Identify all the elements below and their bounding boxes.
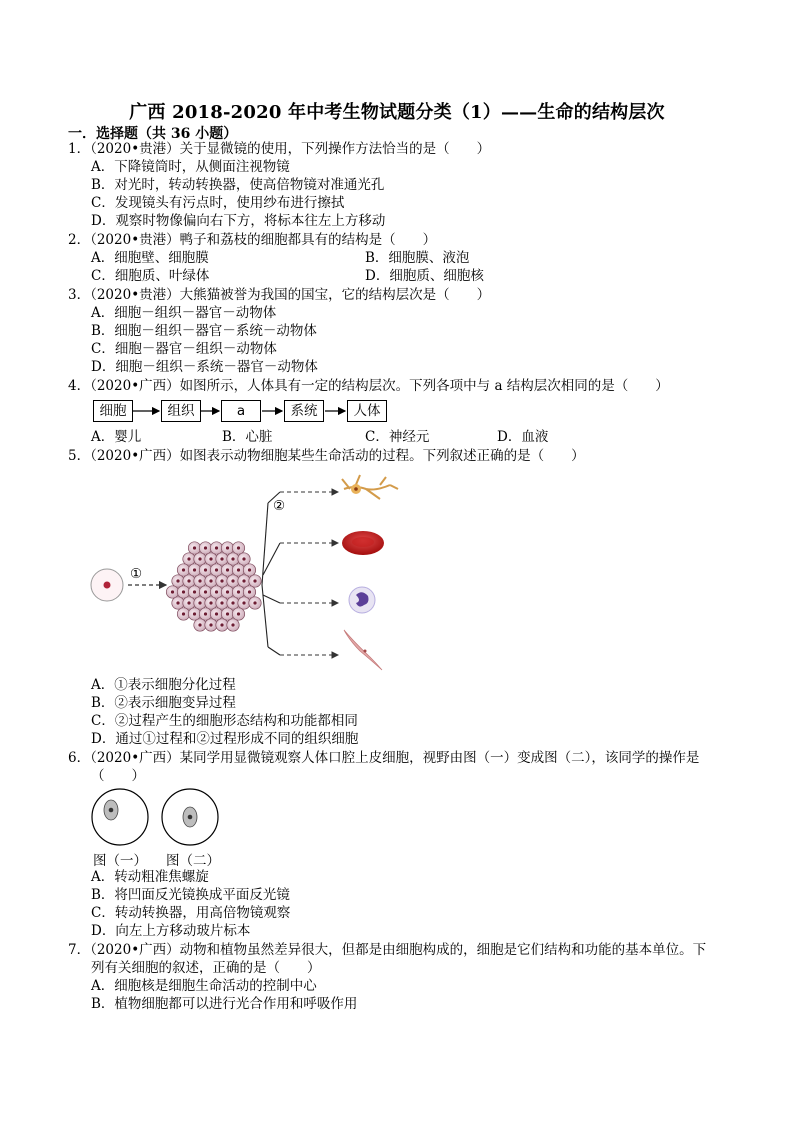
mass-cell-nucleus [204,546,207,549]
question-6-option-b: B．将凹面反光镜换成平面反光镜 [91,887,290,903]
mass-cell-nucleus [237,568,240,571]
flow-box-body: 人体 [347,400,387,422]
microscope-views-figure [90,786,230,850]
mass-cell-nucleus [237,612,240,615]
question-3-option-d: D．细胞－组织－系统－器官－动物体 [91,359,318,375]
mass-cell-nucleus [226,546,229,549]
page-title: 广西 2018-2020 年中考生物试题分类（1）——生命的结构层次 [129,102,665,123]
flow-box-tissue: 组织 [161,400,201,422]
white-blood-cell-icon [349,587,375,613]
mass-cell-nucleus [187,579,190,582]
mass-cell-nucleus [193,590,196,593]
mass-cell-nucleus [215,546,218,549]
mass-cell-nucleus [220,579,223,582]
mass-cell-nucleus [182,568,185,571]
question-5-option-d: D．通过①过程和②过程形成不同的组织细胞 [91,731,359,747]
question-7-stem-cont: 列有关细胞的叙述，正确的是（ ） [91,960,321,976]
mass-cell-nucleus [215,568,218,571]
mass-cell-nucleus [176,579,179,582]
mass-cell-nucleus [209,557,212,560]
flow-box-cell: 细胞 [93,400,133,422]
question-4-option-a: A．婴儿 [91,429,142,445]
mass-cell-nucleus [242,557,245,560]
question-2-option-b: B．细胞膜、液泡 [365,250,470,266]
question-6-option-a: A．转动粗准焦螺旋 [91,869,209,885]
mass-cell-nucleus [248,568,251,571]
flow-box-a: a [221,400,261,422]
question-7-stem: 7．（2020•广西）动物和植物虽然差异很大，但都是由细胞构成的，细胞是它们结构和功能的基本单位。下 [68,942,707,958]
mass-cell-nucleus [220,623,223,626]
mass-cell-nucleus [176,601,179,604]
view-1-icon [92,789,148,845]
question-4-option-b: B．心脏 [222,429,273,445]
cell-mass-icon [166,542,261,631]
question-4-option-c: C．神经元 [365,429,430,445]
mass-cell-nucleus [187,601,190,604]
mass-cell-nucleus [198,557,201,560]
mass-cell-nucleus [253,601,256,604]
question-6-option-c: C．转动转换器，用高倍物镜观察 [91,905,291,921]
flow-box-system: 系统 [284,400,324,422]
mass-cell-nucleus [182,590,185,593]
mass-cell-nucleus [204,612,207,615]
question-1-option-c: C．发现镜头有污点时，使用纱布进行擦拭 [91,195,345,211]
mass-cell-nucleus [248,590,251,593]
mass-cell-nucleus [215,590,218,593]
mass-cell-nucleus [198,601,201,604]
question-4-option-d: D．血液 [497,429,549,445]
mass-cell-nucleus [242,579,245,582]
question-2-option-c: C．细胞质、叶绿体 [91,268,210,284]
question-3-option-a: A．细胞－组织－器官－动物体 [91,305,277,321]
question-2-option-d: D．细胞质、细胞核 [365,268,484,284]
neuron-icon [342,475,398,499]
mass-cell-nucleus [193,612,196,615]
question-3-option-b: B．细胞－组织－器官－系统－动物体 [91,323,317,339]
mass-cell-nucleus [253,579,256,582]
mass-cell-nucleus [187,557,190,560]
question-1-option-b: B．对光时，转动转换器，使高倍物镜对准通光孔 [91,177,385,193]
mass-cell-nucleus [215,612,218,615]
view-2-icon [162,789,218,845]
question-1-option-a: A．下降镜筒时，从侧面注视物镜 [91,159,290,175]
process-1-label: ① [130,566,143,582]
mass-cell-nucleus [209,579,212,582]
figure-2-caption: 图（二） [166,853,220,869]
question-3-stem: 3．（2020•贵港）大熊猫被誉为我国的国宝，它的结构层次是（ ） [68,287,491,303]
mass-cell-nucleus [220,601,223,604]
red-blood-cell-icon [342,531,384,555]
question-5-option-a: A．①表示细胞分化过程 [91,677,236,693]
mass-cell-nucleus [204,590,207,593]
mass-cell-nucleus [182,612,185,615]
question-1-option-d: D．观察时物像偏向右下方，将标本往左上方移动 [91,213,386,229]
single-cell-icon [91,569,123,601]
section-heading: 一．选择题（共 36 小题） [68,126,238,142]
question-2-option-a: A．细胞壁、细胞膜 [91,250,209,266]
mass-cell-nucleus [231,579,234,582]
mass-cell-nucleus [226,590,229,593]
muscle-cell-icon [344,630,382,670]
question-4-stem: 4．（2020•广西）如图所示，人体具有一定的结构层次。下列各项中与 a 结构层次相同的是（ ） [68,378,669,394]
mass-cell-nucleus [171,590,174,593]
mass-cell-nucleus [237,590,240,593]
question-5-stem: 5．（2020•广西）如图表示动物细胞某些生命活动的过程。下列叙述正确的是（ ） [68,448,585,464]
question-1-stem: 1．（2020•贵港）关于显微镜的使用，下列操作方法恰当的是（ ） [68,141,491,157]
mass-cell-nucleus [193,568,196,571]
question-7-option-a: A．细胞核是细胞生命活动的控制中心 [91,978,317,994]
mass-cell-nucleus [231,601,234,604]
mass-cell-nucleus [231,623,234,626]
question-5-option-c: C．②过程产生的细胞形态结构和功能都相同 [91,713,358,729]
flow-arrows [0,0,794,440]
mass-cell-nucleus [220,557,223,560]
figure-1-caption: 图（一） [93,853,147,869]
question-7-option-b: B．植物细胞都可以进行光合作用和呼吸作用 [91,996,358,1012]
question-6-stem-cont: （ ） [91,768,145,784]
question-6-stem: 6．（2020•广西）某同学用显微镜观察人体口腔上皮细胞，视野由图（一）变成图（二），该同学的操作是 [68,750,700,766]
mass-cell-nucleus [237,546,240,549]
mass-cell-nucleus [204,568,207,571]
mass-cell-nucleus [198,579,201,582]
mass-cell-nucleus [193,546,196,549]
mass-cell-nucleus [242,601,245,604]
mass-cell-nucleus [209,623,212,626]
mass-cell-nucleus [226,612,229,615]
question-2-stem: 2．（2020•贵港）鸭子和荔枝的细胞都具有的结构是（ ） [68,232,437,248]
mass-cell-nucleus [231,557,234,560]
mass-cell-nucleus [209,601,212,604]
mass-cell-nucleus [198,623,201,626]
question-3-option-c: C．细胞－器官－组织－动物体 [91,341,277,357]
question-5-option-b: B．②表示细胞变异过程 [91,695,236,711]
process-2-label: ② [273,498,286,514]
question-6-option-d: D．向左上方移动玻片标本 [91,923,251,939]
mass-cell-nucleus [226,568,229,571]
